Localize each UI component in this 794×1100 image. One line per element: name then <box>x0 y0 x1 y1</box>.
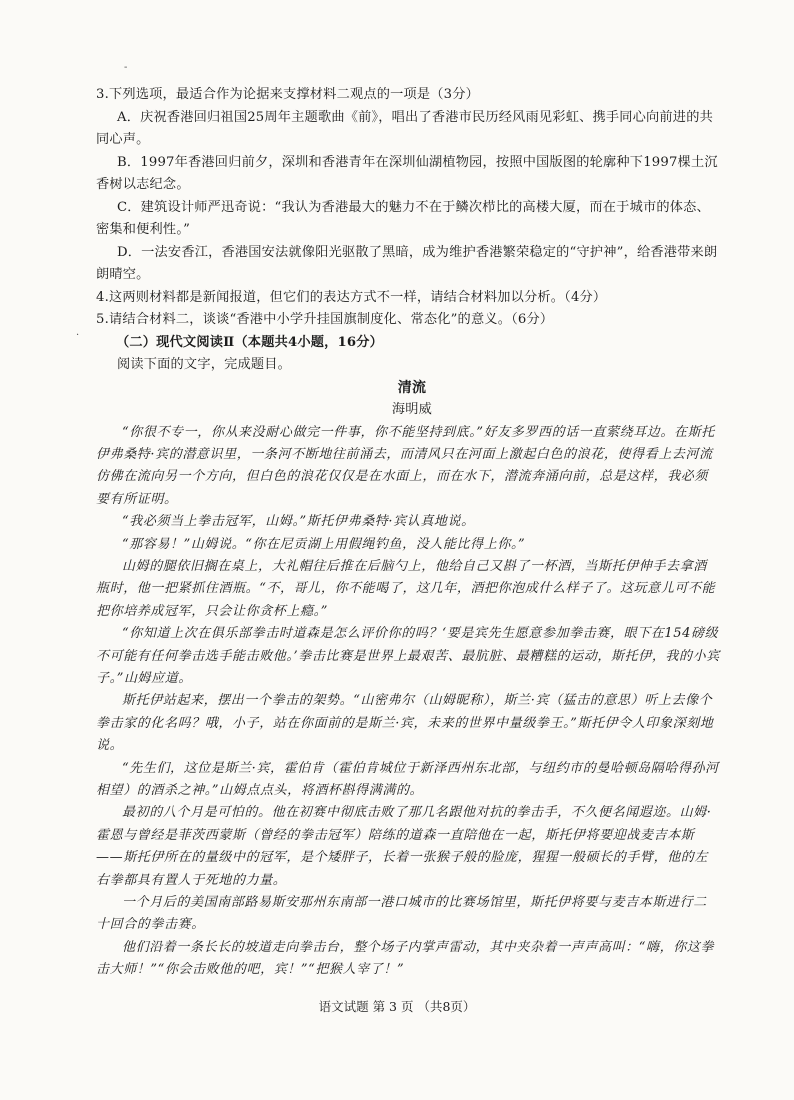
page-footer: 语文试题 第 3 页 （共8页） <box>318 999 476 1014</box>
story-paragraph: “先生们，这位是斯兰·宾，霍伯肯（霍伯肯城位于新泽西州东北部，与纽约市的曼哈顿岛隔哈得孙河相望）的酒杀之神。”山姆点点头，将酒杯斟得满满的。 <box>96 760 719 798</box>
story-paragraph: “你很不专一，你从来没耐心做完一件事，你不能坚持到底。”好友多罗西的话一直萦绕耳边。在斯托伊弗桑特·宾的潜意识里，一条河不断地往前涌去，而清风只在河面上激起白色的浪花，使得看上去河流仿佛在流向另一个方向，但白色的浪花仅仅是在水面上，而在水下，潜流奔涌向前，总是这样，我必须要有所证明。 <box>96 424 715 507</box>
story-paragraph: 最初的八个月是可怕的。他在初赛中彻底击败了那几名跟他对抗的拳击手，不久便名闻遐迩。山姆·霍恩与曾经是菲茨西蒙斯（曾经的拳击冠军）陪练的道森一直陪他在一起，斯托伊将要迎战麦吉本斯——斯托伊所在的量级中的冠军，是个矮胖子，长着一张猴子般的脸庞，猩猩一般硕长的手臂，他的左右拳都具有置人于死地的力量。 <box>96 805 712 888</box>
story-paragraph: “那容易！”山姆说。“你在尼贡湖上用假绳钓鱼，没人能比得上你。” <box>122 536 526 552</box>
story-body <box>96 422 720 982</box>
margin-dot: · <box>76 330 80 341</box>
question-3-option-d: D．一法安香江，香港国安法就像阳光驱散了黑暗，成为维护香港繁荣稳定的“守护神”，给香港带来朗朗晴空。 <box>96 244 718 282</box>
story-paragraph: 斯托伊站起来，摆出一个拳击的架势。“山密弗尔（山姆昵称），斯兰·宾（猛击的意思）听上去像个拳击家的化名吗？哦，小子，站在你面前的是斯兰·宾，未来的世界中量级拳王。”斯托伊令人印象深刻地说。 <box>96 693 714 754</box>
scan-mark: - <box>124 62 128 73</box>
story-paragraph: “你知道上次在俱乐部拳击时道森是怎么评价你的吗？‘要是宾先生愿意参加拳击赛，眼下在154磅级不可能有任何拳击选手能击败他。’拳击比赛是世界上最艰苦、最肮脏、最糟糕的运动，斯托伊，我的小宾子。”山姆应道。 <box>96 626 720 686</box>
section-heading: （二）现代文阅读Ⅱ（本题共4小题，16分） <box>116 334 384 350</box>
section-instruction: 阅读下面的文字，完成题目。 <box>117 357 292 372</box>
story-paragraph: 山姆的腿依旧搁在桌上，大礼帽往后推在后脑勺上，他给自己又斟了一杯酒，当斯托伊伸手去拿酒瓶时，他一把紧抓住酒瓶。“不，哥儿，你不能喝了，这几年，酒把你泡成什么样子了。这玩意儿可不能把你培养成冠军，只会让你贪杯上瘾。” <box>96 558 716 619</box>
question-3-option-c: C．建筑设计师严迅奇说：“我认为香港最大的魅力不在于鳞次栉比的高楼大厦，而在于城市的体态、密集和便利性。” <box>96 199 710 237</box>
question-3-option-b: B．1997年香港回归前夕，深圳和香港青年在深圳仙湖植物园，按照中国版图的轮廓种下1997棵土沉香树以志纪念。 <box>96 154 718 192</box>
question-3-option-a: A．庆祝香港回归祖国25周年主题歌曲《前》，唱出了香港市民历经风雨见彩虹、携手同心向前进的共同心声。 <box>96 109 713 147</box>
page-content <box>96 84 720 982</box>
question-4: 4.这两则材料都是新闻报道，但它们的表达方式不一样，请结合材料加以分析。（4分） <box>96 289 607 305</box>
story-paragraph: 一个月后的美国南部路易斯安那州东南部一港口城市的比赛场馆里，斯托伊将要与麦吉本斯进行二十回合的拳击赛。 <box>96 895 707 933</box>
question-5: 5.请结合材料二，谈谈“香港中小学升挂国旗制度化、常态化”的意义。（6分） <box>96 312 554 327</box>
story-title: 清流 <box>397 379 427 396</box>
story-paragraph: 他们沿着一条长长的坡道走向拳击台，整个场子内掌声雷动，其中夹杂着一声声高叫：“嗨，你这拳击大师！”“你会击败他的吧，宾！”“把猴人宰了！” <box>96 939 715 978</box>
story-paragraph: “我必须当上拳击冠军，山姆。”斯托伊弗桑特·宾认真地说。 <box>122 514 475 530</box>
story-author: 海明威 <box>391 402 433 417</box>
question-3: 3.下列选项，最适合作为论据来支撑材料二观点的一项是（3分） <box>96 87 480 102</box>
